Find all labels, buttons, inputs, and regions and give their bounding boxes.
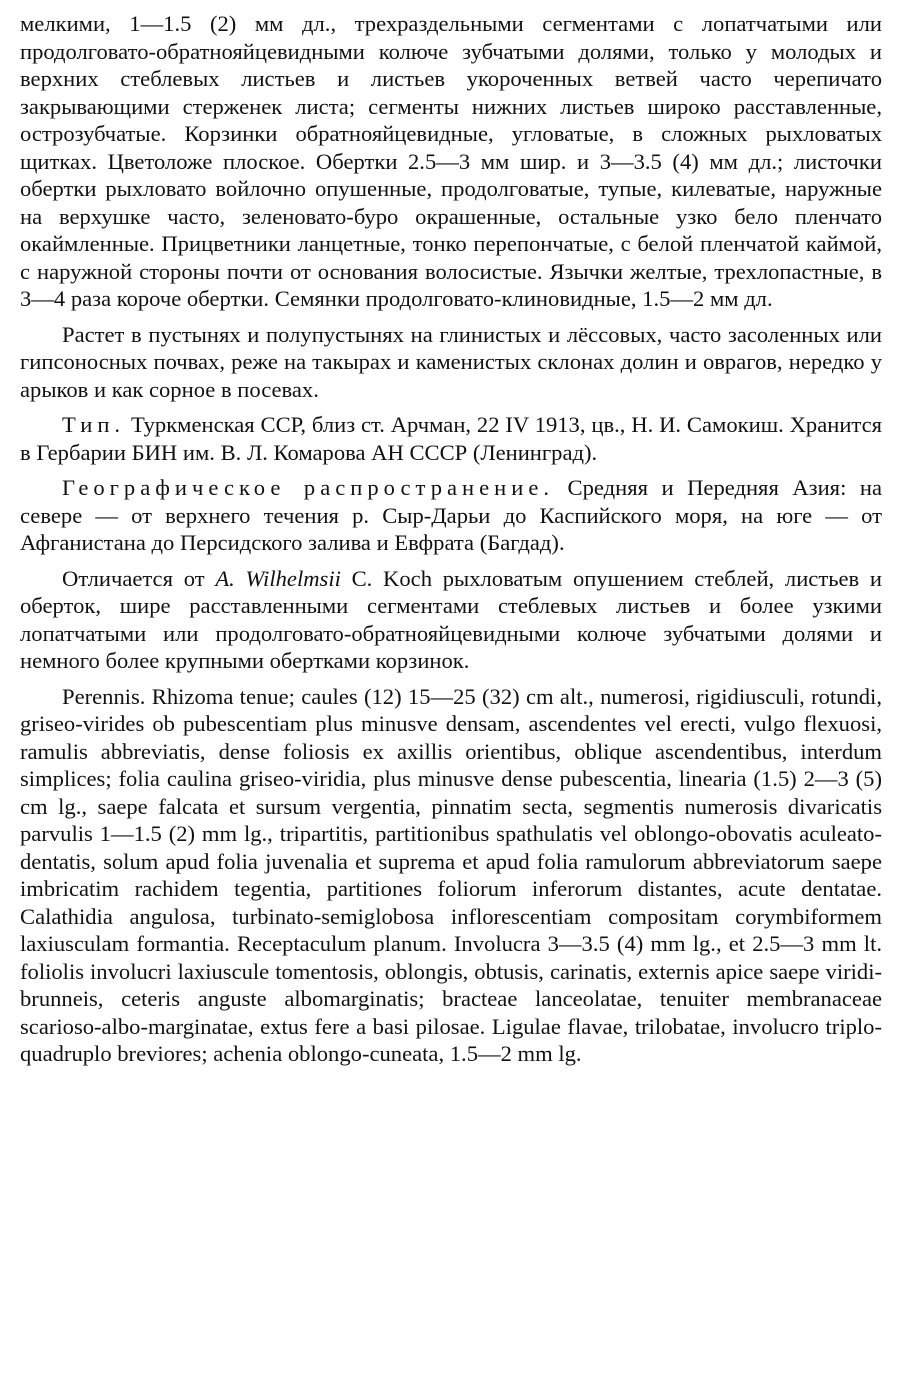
comparison-text-start: Отличается от xyxy=(62,565,216,591)
latin-description-paragraph: Perennis. Rhizoma tenue; caules (12) 15—25 (32) cm alt., numerosi, rigidiusculi, rotundi, griseo-virides ob pubescentiam plus minusve densam, ascendentes vel erecti, vulgo flexuosi, ramulis abbreviatis, dense foliosis ex axillis orientibus, oblique ascendentibus, interdum simplices; folia caulina griseo-viridia, plus minusve dense pubescentia, linearia (1.5) 2—3 (5) cm lg., saepe falcata et sursum vergentia, pinnatim secta, segmentis numerosis divaricatis parvulis 1—1.5 (2) mm lg., tripartitis, partitionibus spathulatis vel oblongo-obovatis aculeato-dentatis, solum apud folia juvenalia et suprema et apud folia ramulorum abbreviatorum saepe imbricatim rachidem tegentia, partitiones foliorum inferorum distantes, acute dentatae. Calathidia angulosa, turbinato-semiglobosa inflorescentiam compositam corymbiformem laxiusculam formantia. Receptaculum planum. Involucra 3—3.5 (4) mm lg., et 2.5—3 mm lt. foliolis involucri laxiuscule tomentosis, oblongis, obtusis, carinatis, externis apice saepe viridi-brunneis, ceteris anguste albomarginatis; bracteae lanceolatae, tenuiter membranaceae scarioso-albo-marginatae, extus fere a basi pilosae. Ligulae flavae, trilobatae, involucro triplo-quadruplo breviores; achenia oblongo-cuneata, 1.5—2 mm lg. xyxy=(20,683,882,1066)
distribution-paragraph xyxy=(20,474,882,557)
description-continuation-paragraph: мелкими, 1—1.5 (2) мм дл., трехраздельными сегментами с лопатчатыми или продолговато-обратнояйцевидными колюче зубчатыми долями, только у молодых и верхних стеблевых листьев и листьев укороченных ветвей часто черепичато закрывающими стерженек листа; сегменты нижних листьев широко расставленные, острозубчатые. Корзинки обратнояйцевидные, угловатые, в сложных рыхловатых щитках. Цветоложе плоское. Обертки 2.5—3 мм шир. и 3—3.5 (4) мм дл.; листочки обертки рыхловато войлочно опушенные, продолговатые, тупые, килеватые, наружные на верхушке часто, зеленовато-буро окрашенные, остальные узко бело пленчато окаймленные. Прицветники ланцетные, тонко перепончатые, с белой пленчатой каймой, с наружной стороны почти от основания волосистые. Язычки желтые, трехлопастные, в 3—4 раза короче обертки. Семянки продолговато-клиновидные, 1.5—2 мм дл. xyxy=(20,11,882,311)
comparison-paragraph xyxy=(20,565,882,675)
document-page xyxy=(20,10,882,1068)
distribution-text: Средняя и Передняя Азия: на севере — от верхнего течения р. Сыр-Дарьи до Каспийского моря, на юге — от Афганистана до Персидского залива и Евфрата (Багдад). xyxy=(20,475,882,555)
type-specimen-paragraph xyxy=(20,411,882,466)
habitat-paragraph: Растет в пустынях и полупустынях на глинистых и лёссовых, часто засоленных или гипсоносных почвах, реже на такырах и каменистых склонах долин и оврагов, нередко у арыков и как сорное в посевах. xyxy=(20,321,882,402)
type-label: Тип. xyxy=(62,412,126,437)
type-specimen-text: Туркменская ССР, близ ст. Арчман, 22 IV 1913, цв., Н. И. Самокиш. Хранится в Гербарии БИН им. В. Л. Комарова АН СССР (Ленинград). xyxy=(20,412,882,465)
distribution-label: Географическое распространение. xyxy=(62,475,554,500)
species-name: A. Wilhelmsii xyxy=(215,565,341,591)
comparison-text-end: C. Koch рыхловатым опушением стеблей, листьев и оберток, шире расставленными сегментами стеблевых листьев и более узкими лопатчатыми или продолговато-обратнояйцевидными колюче зубчатыми долями и немного более крупными обертками корзинок. xyxy=(20,565,883,673)
